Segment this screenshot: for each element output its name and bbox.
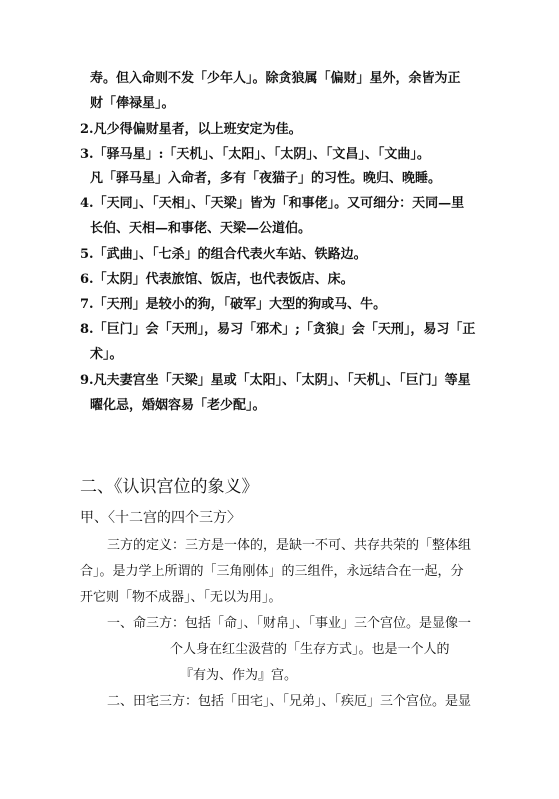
- body-line: 一、命三方：包括「命」、「财帛」、「事业」三个宫位。是显像一: [107, 616, 472, 631]
- body-line: 个人身在红尘汲营的「生存方式」。也是一个人的: [170, 642, 450, 657]
- text-line: 5.「武曲」、「七杀」的组合代表火车站、铁路边。: [80, 247, 367, 262]
- text-line: 7.「天刑」是较小的狗，「破军」大型的狗或马、牛。: [80, 297, 387, 312]
- body-line: 『有为、作为』宫。: [180, 668, 298, 683]
- text-line: 8.「巨门」会「天刑」，易习「邪术」;「贪狼」会「天刑」，易习「正: [80, 322, 476, 337]
- text-line: 长伯、天相—和事佬、天梁—公道伯。: [90, 221, 312, 236]
- body-line: 三方的定义：三方是一体的，是缺一不可、共存共荣的「整体组: [107, 538, 472, 553]
- text-line: 曜化忌，婚姻容易「老少配」。: [90, 398, 266, 413]
- text-line: 6.「太阴」代表旅馆、饭店，也代表饭店、床。: [80, 272, 354, 287]
- body-line: 开它则「物不成器」、「无以为用」。: [80, 590, 282, 605]
- text-line: 9.凡夫妻宫坐「天梁」星或「太阳」、「太阴」、「天机」、「巨门」等星: [80, 373, 471, 388]
- text-line: 财「俸禄星」。: [90, 96, 175, 111]
- sub-title: 甲、〈十二宫的四个三方〉: [80, 510, 241, 526]
- text-line: 4.「天同」、「天相」、「天梁」皆为「和事佬」。又可细分：天同—里: [80, 196, 465, 211]
- text-line: 术」。: [90, 347, 123, 362]
- body-line: 二、田宅三方：包括「田宅」、「兄弟」、「疾厄」三个宫位。是显: [107, 694, 472, 709]
- text-line: 2.凡少得偏财星者，以上班安定为佳。: [80, 122, 302, 137]
- text-line: 3.「驿马星」:「天机」、「太阳」、「太阴」、「文昌」、「文曲」。: [80, 147, 430, 162]
- section-title: 二、《认识宫位的象义》: [80, 477, 259, 497]
- text-line: 寿。但入命则不发「少年人」。除贪狼属「偏财」星外，余皆为正: [90, 71, 461, 86]
- body-line: 合」。是力学上所谓的「三角刚体」的三组件，永远结合在一起，分: [80, 564, 464, 579]
- text-line: 凡「驿马星」入命者，多有「夜猫子」的习性。晚归、晚睡。: [90, 171, 442, 186]
